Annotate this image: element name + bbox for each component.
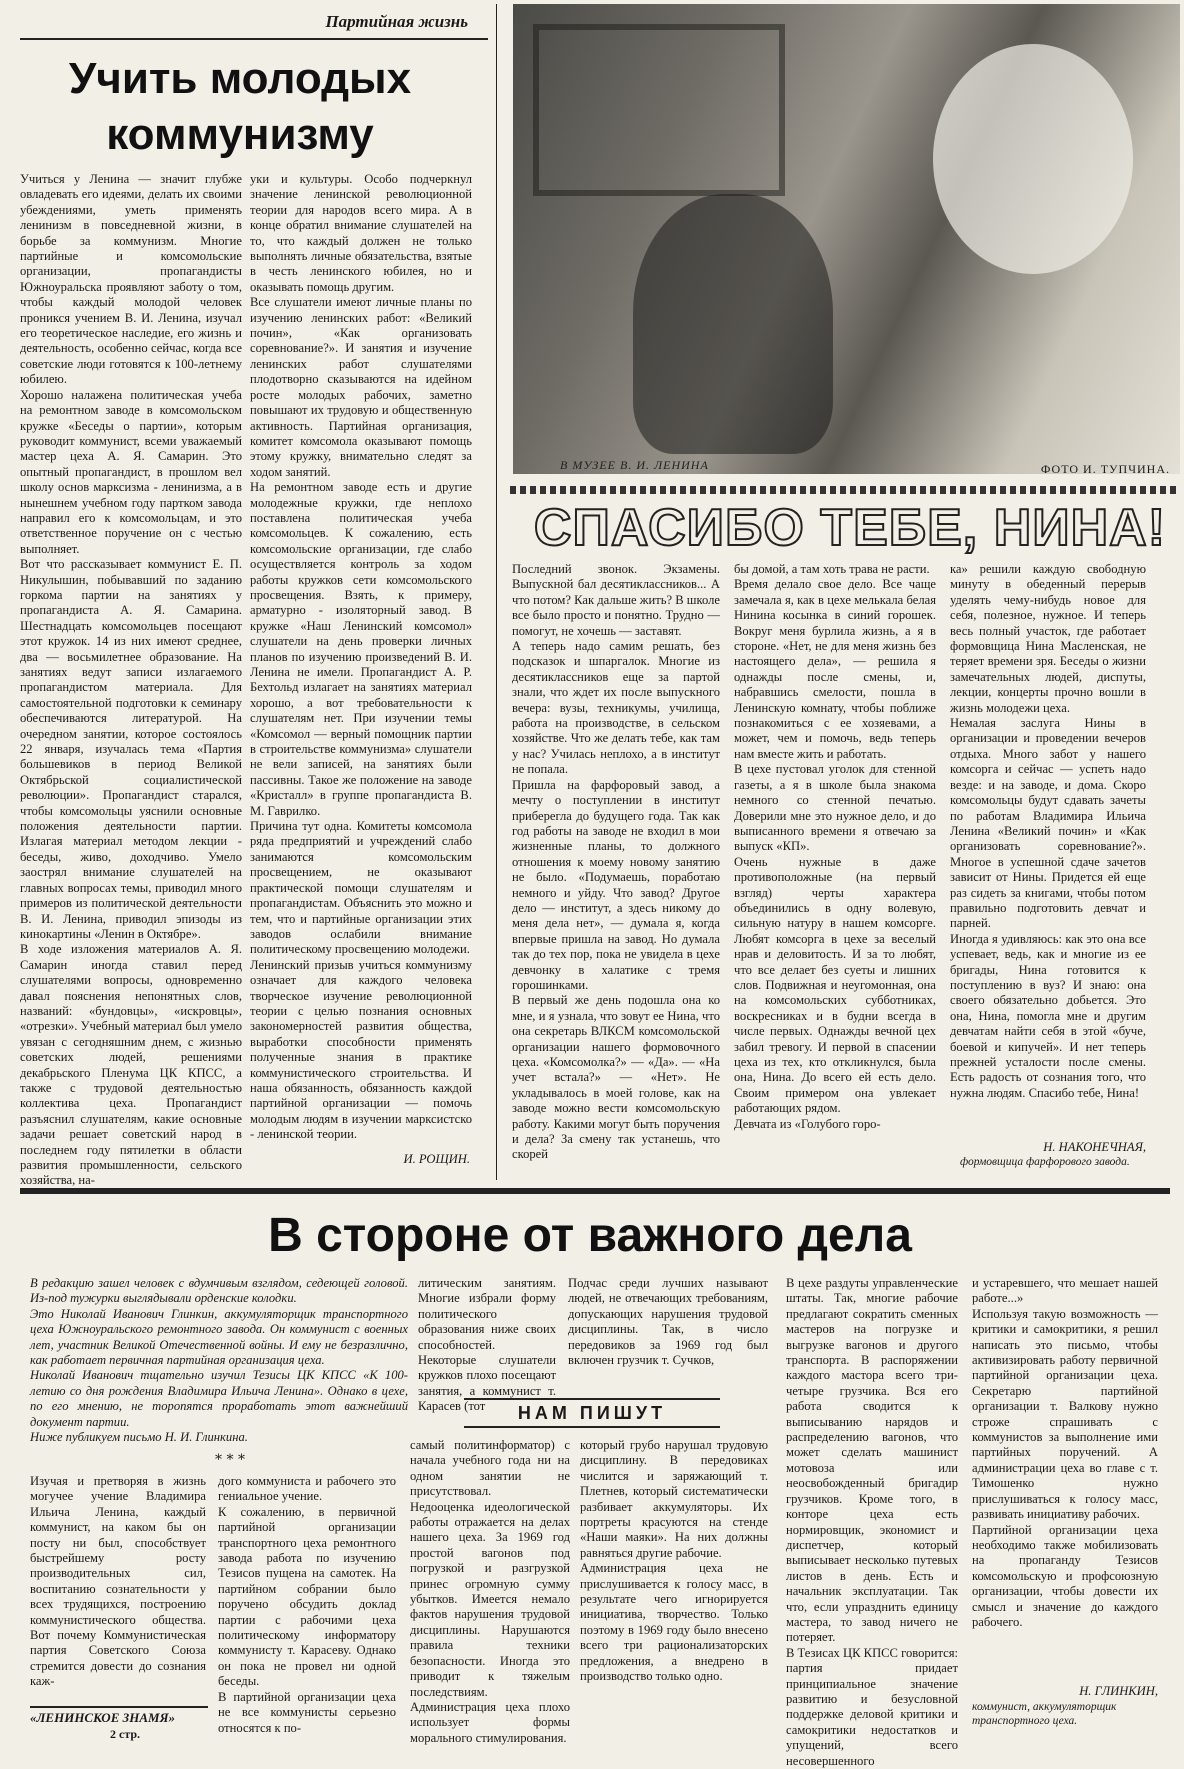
article2-signature: Н. НАКОНЕЧНАЯ, — [1043, 1140, 1146, 1154]
article3-column-3: самый политинформатор) с начала учебного года ни на одном занятии не присутствовал. Недооценка идеологической работы отражается на делах нашего цеха. За 1969 год простой вагонов под погрузкой и разгрузкой принес огромную сумму убытков. Имеется немало фактов нарушения трудовой дисциплины. Нарушаются правила техники безопасности. Иногда это приводит к тяжелым последствиям. Администрация цеха плохо использует формы морального стимулирования. — [410, 1438, 570, 1745]
photo-figure-shape — [933, 44, 1133, 274]
photo-credit: ФОТО И. ТУПЧИНА. — [1040, 462, 1170, 476]
letters-rubric: НАМ ПИШУТ — [517, 1403, 667, 1423]
museum-photo — [513, 4, 1180, 474]
column-divider — [496, 4, 497, 1180]
article3-title: В стороне от важного дела — [268, 1209, 912, 1262]
article2-column-3: ка» решили каждую свободную минуту в обеденный перерыв уделять чему-нибудь новое для себя, полезное, нужное. И теперь весь полный участок, где работает формовщица Нина Масленская, не теряет времени зря. Беседы о жизни замечательных людей, диспуты, лекции, концерты прочно вошли в жизнь молодежи цеха. Немалая заслуга Нины в организации и проведении вечеров отдыха. Много забот у нашего комсорга и сейчас — успеть надо везде: и на заводе, и дома. Скоро комсомольцы будут сдавать зачеты по работам Владимира Ильича Ленина «Великий почин» и «Как организовать соревнование?». Многое в успешной сдаче зачетов зависит от Нины. Придется ей еще раз сидеть за книгами, чтобы потом правильно подготовить девчат и парней. Иногда я удивляюсь: как это она все успевает, ведь, как и многие из ее бригады, Нина готовится к поступлению в вуз? И знаю: она своего обязательно добьется. Это она, Нина, помогла мне и другим девчатам найти себя в этой «буче, боевой и кипучей». И нет теперь прежней усталости после смены. Есть радость от сознания того, что нужна людям. Спасибо тебе, Нина! — [950, 562, 1146, 1100]
article1-column-2: уки и культуры. Особо подчеркнул значение ленинской революционной теории для народов всего мира. А в конце обратил внимание слушателей на то, что каждый должен не только выполнять личные обязательства, взятые в честь ленинского юбилея, но и оказывать помощь другим. Все слушатели имеют личные планы по изучению ленинских работ: «Великий почин», «Как организовать соревнование?». И занятия и изучение ленинских работ слушателями плодотворно сказываются на идейном росте молодых рабочих, заметно повышают их трудовую и общественную активность. Партийная организация, комитет комсомола оказывают помощь этому кружку, внимательно следят за ходом занятий. На ремонтном заводе есть и другие молодежные кружки, где неплохо поставлена политическая учеба комсомольцев. К сожалению, есть комсомольские организации, где слабо осуществляется контроль за ходом работы кружков сети комсомольского просвещения. Взять, к примеру, арматурно - изоляторный завод. В кружке «Наш Ленинский комсомол» слушатели на день проверки личных планов по изучению произведений В. И. Ленина не имели. Пропагандист А. Р. Бехтольд излагает на занятиях материал хорошо, а вот требовательности к слушателям нет. При изучении темы «Комсомол — верный помощник партии в строительстве коммунизма» слушатели не вели записей, на занятиях были пассивны. Такое же положение на заводе «Кристалл» в группе пропагандиста В. М. Гаврилко. Причина тут одна. Комитеты комсомола ряда предприятий и учреждений слабо занимаются комсомольским просвещением, не оказывают практической помощи слушателям и пропагандистам. Объяснить это можно и тем, что и партийные организации этих заводов ослабили внимание политическому просвещению молодежи. Ленинский призыв учиться коммунизму означает для каждого человека творческое изучение революционной теории с целью познания основных закономерностей развития общества, выработки способности применять полученные знания в практике коммунистического строительства. И наша обязанность, обязанность каждой партийной организации — помочь молодым людям в изучении марксистско - ленинской теории. — [250, 172, 472, 1142]
article2-title: СПАСИБО ТЕБЕ, НИНА! — [533, 499, 1167, 557]
article3-column-5: В цехе раздуты управленческие штаты. Так, многие рабочие предлагают сократить сменных мастеров на погрузке и выгрузке вагонов и другого транспорта. В распоряжении каждого мастора всего три-четыре грузчика. Вся его работа сводится к выписыванию нарядов и распределению вагонов, что может сделать машинист мотовоза или неосвобожденный бригадир грузчиков. Кроме того, в конторе цеха есть нормировщик, экономист и диспетчер, который выписывает несколько путевых листов в день. Есть и начальник эксплуатации. Так что, если упразднить единицу мастера, то завод ничего не потеряет. В Тезисах ЦК КПСС говорится: партия придает принципиальное значение развитию и безусловной поддержке деловой критики и самокритики недостатков и упущений, всего несовершенного — [786, 1276, 958, 1768]
article3-column-6: и устаревшего, что мешает нашей работе...» Используя такую возможность — критики и самокритики, я решил написать это письмо, чтобы активизировать работу первичной партийной организации цеха. Секретарю партийной организации т. Валкову нужно строже спрашивать с коммунистов за выполнение ими партийных поручений. А администрации цеха во главе с т. Тимошенко нужно прислушиваться к голосу масс, развивать инициативу рабочих. Партийной организации цеха необходимо также мобилизовать на пропаганду Тезисов комсомольскую и профсоюзную организации, чтобы довести их смысл и значение до каждого рабочего. — [972, 1276, 1158, 1629]
article3-signature-role: коммунист, аккумуляторщик транспортного цеха. — [972, 1701, 1117, 1727]
letters-rubric-box — [464, 1398, 720, 1428]
article3-column-2: дого коммуниста и рабочего это гениальное учение. К сожалению, в первичной партийной организации транспортного цеха ремонтного завода работа по изучению Тезисов пущена на самотек. На партийном собрании было поручено обсудить доклад партии с рабочими цеха политическому информатору коммунисту т. Карасеву. Однако он пока не провел ни одной беседы. В партийной организации цеха не все коммунисты серьезно относятся к по- — [218, 1474, 396, 1735]
article1-title-line2: коммунизму — [106, 110, 374, 159]
article3-separator: * * * — [215, 1452, 245, 1468]
article3-signature: Н. ГЛИНКИН, — [1079, 1684, 1158, 1698]
decorative-rule — [510, 486, 1178, 494]
photo-caption: В МУЗЕЕ В. И. ЛЕНИНА — [560, 458, 709, 472]
photo-frame-shape — [533, 24, 785, 196]
article1-column-1: Учиться у Ленина — значит глубже овладевать его идеями, делать их своими убеждениями, уметь применять ленинизм в повседневной жизни, в борьбе за коммунизм. Многие партийные и комсомольские организации, пропагандисты Южноуральска проявляют заботу о том, чтобы каждый молодой человек проникся учением В. И. Ленина, изучал его теоретическое наследие, его жизнь и деятельность, особенно сейчас, когда все советские люди готовятся к 100-летнему юбилею. Хорошо налажена политическая учеба на ремонтном заводе в комсомольском кружке «Беседы о партии», которым руководит коммунист, всеми уважаемый мастер цеха А. Я. Самарин. Это опытный пропагандист, в прошлом вел школу основ марксизма - ленинизма, а в нынешнем учебном году партком завода направил его к комсомольцам, и это ответственное поручение он с честью выполняет. Вот что рассказывает коммунист Е. П. Никулышин, побывавший по заданию горкома партии на занятиях у пропагандиста А. Я. Самарина. Шестнадцать комсомольцев посещают этот кружок. 14 из них имеют среднее, два — восьмилетнее образование. На занятиях ведут записи излагаемого пропагандистом материала. Для самостоятельной подготовки к семинару обеспечиваются литературой. На очередном занятии, которое состоялось 22 января, изучалась тема «Партия большевиков в период Великой Октябрьской социалистической революции». Пропагандист старался, чтобы комсомольцы уяснили основные положения деятельности партии. Излагая материал методом лекции - беседы, живо, доходчиво. Умело заострял внимание слушателей на главных вопросах темы, приводил много примеров из политической деятельности В. И. Ленина, приводил эпизоды из кинокартины «Ленин в Октябре». В ходе изложения материалов А. Я. Самарин иногда ставил перед слушателями вопросы, одновременно давал пояснения непонятных слов, названий: «бундовцы», «искровцы», «отрезки». Учебный материал был умело увязан с сегодняшним днем, с жизнью советских людей, решениями декабрьского Пленума ЦК КПСС, а также с трудовой деятельностью коллектива цеха. Пропагандист разъяснил слушателям, какие основные задачи решает советский народ в последнем году пятилетки в области развития промышленности, сельского хозяйства, на- — [20, 172, 242, 1188]
article3-column-4: который грубо нарушал трудовую дисциплину. В передовиках числится и заряжающий т. Плетнев, который систематически разбивает аккумуляторы. Их портреты красуются на стенде «Наши маяки». На них должны равняться другие рабочие. Администрация цеха не прислушивается к голосу масс, в результате чего игнорируется инициатива, творчество. Только поэтому в 1969 году было внесено всего три рационализаторских предложения, а внедрено в производство только одно. — [580, 1438, 768, 1684]
article3-column-b: Подчас среди лучших называют людей, не отвечающих требованиям, допускающих нарушения трудовой дисциплины. Так, в число передовиков за 1969 год был включен грузчик т. Сучков, — [568, 1276, 768, 1368]
article1-title-line1: Учить молодых — [68, 54, 412, 103]
footer-rule — [30, 1706, 208, 1708]
article1-signature: И. РОЩИН. — [403, 1152, 470, 1166]
rubric-rule — [20, 38, 488, 40]
photo-figure-shape — [633, 194, 833, 454]
page-section-rule — [20, 1188, 1170, 1194]
footer-page-number: 2 стр. — [110, 1727, 141, 1741]
article2-column-1: Последний звонок. Экзамены. Выпускной бал десятиклассников... А что потом? Как дальше жить? В школе все было просто и понятно. Трудно — помогут, не хочешь — заставят. А теперь надо самим решать, без подсказок и шпаргалок. Многие из десятиклассников еще за партой знали, что ждет их после выпускного вечера: вузы, техникумы, училища, работа на производстве, в сельском хозяйстве. Что же делать тебе, как там у нас? Училась неплохо, а в институт не попала. Пришла на фарфоровый завод, а мечту о поступлении в институт приберегла до будущего года. Так как год работы на заводе не входил в мои жизненные планы, то должного отношения к моему новому занятию не было. «Подумаешь, поработаю немного и уйду. Что завод? Другое дело — институт, а здесь никому до меня дела нет», — думала я, когда впервые пришла на завод. Но думала так до тех пор, пока не увидела в цехе девчонку в халатике с тремя горошинками. В первый же день подошла она ко мне, и я узнала, что зовут ее Нина, что она секретарь ВЛКСМ комсомольской организации нашего формовочного цеха. «Комсомолка?» — «Да». — «На учет встала?» — «Нет». Не укладывалось в моей голове, как на заводе можно вести комсомольскую работу. Какими могут быть поручения и дела? За смену так устанешь, что скорей — [512, 562, 720, 1162]
article3-column-a: литическим занятиям. Многие избрали форму политического образования ниже своих способностей. Некоторые слушатели кружков плохо посещают занятия, а коммунист т. Карасев (тот — [418, 1276, 556, 1414]
section-rubric: Партийная жизнь — [325, 12, 468, 31]
article2-signature-role: формовщица фарфорового завода. — [960, 1156, 1130, 1168]
footer-newspaper-name: «ЛЕНИНСКОЕ ЗНАМЯ» — [30, 1710, 176, 1725]
article2-column-2: бы домой, а там хоть трава не расти. Время делало свое дело. Все чаще замечала я, как в цехе мелькала белая Нинина косынка в синий горошек. Вокруг меня бурлила жизнь, а я в стороне. «Нет, не для меня жизнь без настоящего дела», — решила я однажды после смены, и, набравшись смелости, пошла в Ленинскую комнату, чтобы поближе познакомиться с ее хозяевами, а может, чем и помочь, ведь теперь нам вместе жить и работать. В цехе пустовал уголок для стенной газеты, а я в школе была знакома немного со стенной печатью. Доверили мне это нужное дело, и до выписанного времени я отвечаю за выпуск «КП». Очень нужные в даже противоположные (на первый взгляд) черты характера объединились в одну волевую, сильную натуру в нашем комсорге. Любят комсорга в цехе за веселый нрав и деловитость. И за то любят, что все делает без суеты и лишних слов. Подвижная и неугомонная, она на комсомольских субботниках, воскресниках и в будни всегда в числе первых. Однажды вечной цех забил тревогу. И первой в спасении цеха из тех, кто откликнулся, была она, Нина. До всего ей есть дело. Своим примером она увлекает работающих рядом. Девчата из «Голубого горо- — [734, 562, 936, 1131]
article3-intro: В редакцию зашел человек с вдумчивым взглядом, седеющей головой. Из-под тужурки выглядывали орденские колодки. Это Николай Иванович Глинкин, аккумуляторщик транспортного цеха Южноуральского ремонтного завода. Он коммунист с военных лет, участник Великой Отечественной войны. И ему не безразлично, как работает первичная партийная организация цеха. Николай Иванович тщательно изучил Тезисы ЦК КПСС «К 100-летию со дня рождения Владимира Ильича Ленина». Однако в цехе, по его мнению, не торопятся проработать этот важнейший документ партии. Ниже публикуем письмо Н. И. Глинкина. — [30, 1276, 408, 1445]
article3-column-1: Изучая и претворяя в жизнь могучее учение Владимира Ильича Ленина, каждый коммунист, на каком бы он посту ни был, способствует быстрейшему росту производительных сил, воспитанию сознательности у всех трудящихся, построению коммунистического общества. Вот почему Коммунистическая партия Советского Союза стремится довести до сознания каж- — [30, 1474, 206, 1689]
